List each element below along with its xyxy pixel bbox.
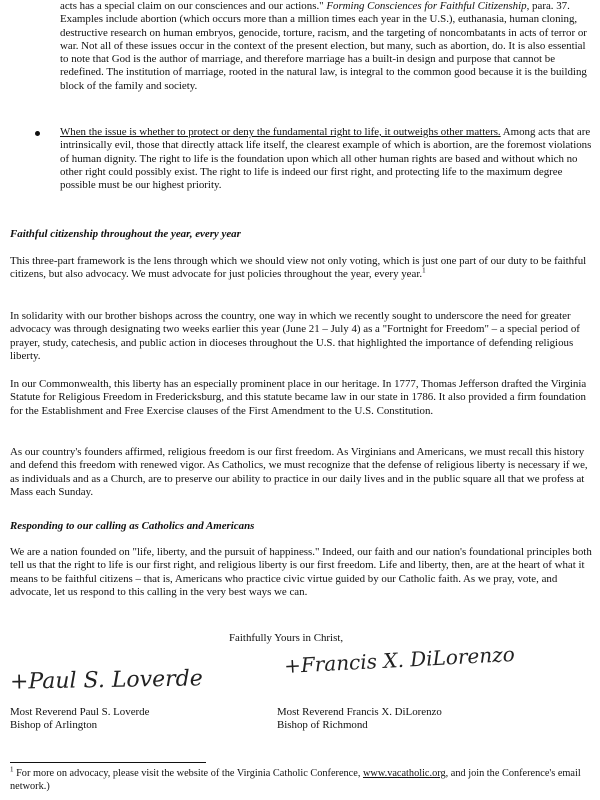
signer-name-loverde: Most Reverend Paul S. Loverde — [10, 706, 150, 718]
footnote-reference: 1 — [422, 266, 426, 275]
paragraph-life-liberty: We are a nation founded on "life, liberty, and the pursuit of happiness." Indeed, our faith and our nation's foundational principles both tell us that the right to life is our first right, and religious liberty is our first freedom. Life and liberty, then, are at the heart of what it means to be faithful citizens – that is, Americans who practice civic virtue guided by our Catholic faith. As we pray, vote, and advocate, let us respond to this calling in the very best ways we can. — [10, 546, 592, 598]
bullet-two-emphasis: When the issue is whether to protect or deny the fundamental right to life, it outweighs other matters. — [60, 126, 501, 138]
footnote-text-start: For more on advocacy, please visit the website of the Virginia Catholic Conference, — [13, 768, 363, 779]
bullet-one-text-start: acts has a special claim on our consciences and our actions." — [60, 0, 327, 12]
signer-title-dilorenzo: Bishop of Richmond — [277, 719, 368, 731]
footnote-link[interactable]: www.vacatholic.org — [362, 768, 446, 779]
bullet-two — [60, 126, 592, 192]
paragraph-fortnight-for-freedom: In solidarity with our brother bishops across the country, one way in which we recently sought to underscore the need for greater advocacy was through designating two weeks earlier this year (June 21 – July 4) as a "Fortnight for Freedom" – a special period of prayer, study, catechesis, and public action in dioceses throughout the U.S. that highlighted the importance of defending religious liberty. — [10, 310, 580, 362]
bullet-one-text-end: , para. 37. Examples include abortion (which occurs more than a million times each year in the U.S.), euthanasia, human cloning, destructive research on human embryos, genocide, torture, racism, and the targeting of noncombatants in acts of terror or war. Not all of these issues occur in the context of the present election, but many, such as abortion, do. It is also essential to note that God is the author of marriage, and therefore marriage has a built-in design and purpose that cannot be redefined. The institution of marriage, rooted in the natural law, is integral to the common good because it is the building block of the family and society. — [60, 0, 587, 92]
paragraph-framework-text: This three-part framework is the lens through which we should view not only voting, which is just one part of our duty to be faithful citizens, but also advocacy. We must advocate for just policies throughout the year, every year. — [10, 255, 587, 281]
signature-loverde: +Paul S. Loverde — [9, 666, 203, 695]
signer-name-dilorenzo: Most Reverend Francis X. DiLorenzo — [277, 706, 442, 718]
signature-dilorenzo: +Francis X. DiLorenzo — [283, 641, 516, 679]
footnote-separator — [10, 762, 206, 763]
bullet-marker — [35, 131, 40, 136]
closing-salutation: Faithfully Yours in Christ, — [229, 632, 344, 644]
section-heading-faithful-citizenship: Faithful citizenship throughout the year, every year — [10, 228, 241, 240]
signer-title-loverde: Bishop of Arlington — [10, 719, 98, 731]
section-heading-responding: Responding to our calling as Catholics and Americans — [10, 520, 255, 532]
paragraph-commonwealth: In our Commonwealth, this liberty has an especially prominent place in our heritage. In 1777, Thomas Jefferson drafted the Virginia Statute for Religious Freedom in Fredericksburg, and this statute became law in our state in 1786. It also provided a firm foundation for the Establishment and Free Exercise clauses of the First Amendment to the U.S. Constitution. — [10, 378, 587, 417]
paragraph-first-freedom: As our country's founders affirmed, religious freedom is our first freedom. As Virginians and Americans, we must recall this history and defend this freedom with renewed vigor. As Catholics, we must recognize that the defense of religious liberty is necessary if we, as individuals and as a Church, are to preserve our ability to practice in our daily lives and in the public square all that we profess at Mass each Sunday. — [10, 446, 588, 498]
footnote-mark: 1 — [10, 765, 14, 774]
footnote-text-end: , and join the Conference's email network.) — [10, 768, 581, 792]
citation-forming-consciences: Forming Consciences for Faithful Citizenship — [326, 0, 527, 12]
bullet-one-continued — [60, 0, 592, 93]
bullet-two-text: Among acts that are intrinsically evil, those that directly attack life itself, the clearest example of which is abortion, are the foremost violations of human dignity. The right to life is the foundation upon which all other human rights are based and without which no other right could possibly exist. The right to life is indeed our first right, and protecting life to the maximum degree possible must be our highest priority. — [60, 126, 592, 192]
footnote — [10, 765, 592, 793]
paragraph-framework — [10, 255, 592, 282]
